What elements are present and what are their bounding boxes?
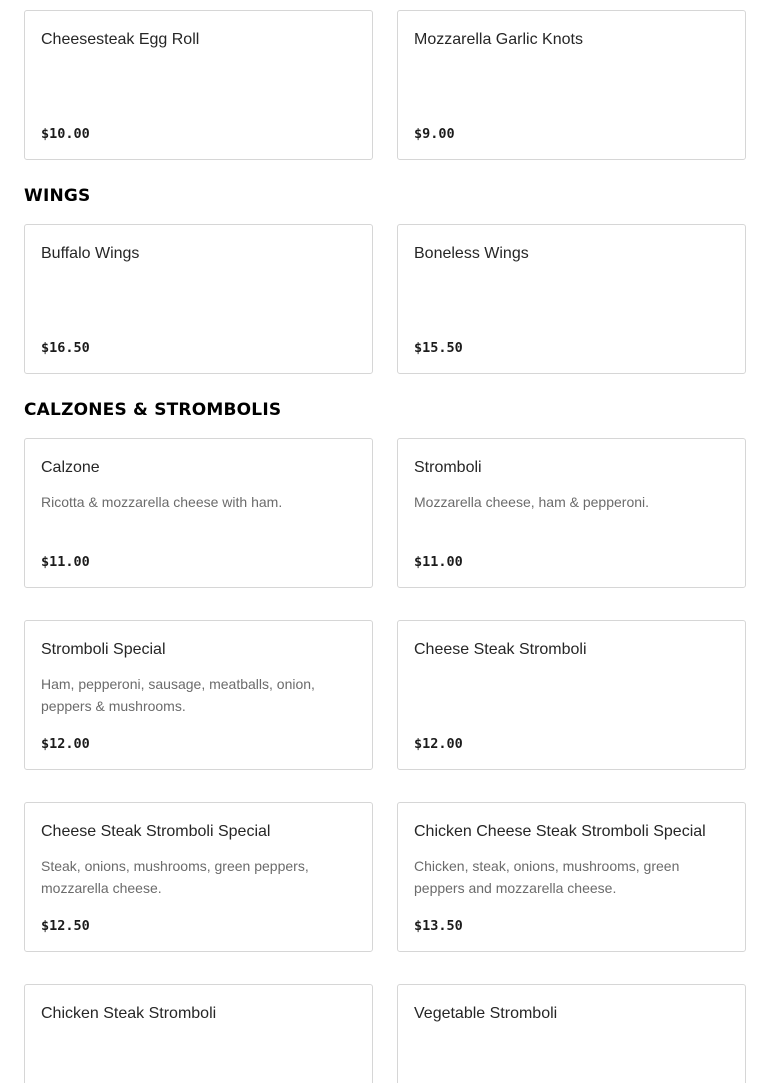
menu-item-card[interactable]	[24, 620, 373, 770]
menu-item-card[interactable]	[24, 802, 373, 952]
menu-item-price: $10.00	[41, 126, 90, 142]
menu-item-price: $11.00	[41, 554, 90, 570]
menu-item-name: Calzone	[41, 459, 100, 476]
menu-item-description: Mozzarella cheese, ham & pepperoni.	[414, 494, 650, 510]
menu-item-description: Chicken, steak, onions, mushrooms, green peppers and mozzarella cheese.	[414, 858, 680, 896]
menu-item-name: Buffalo Wings	[41, 245, 140, 262]
menu-item-card[interactable]	[24, 224, 373, 374]
menu-item-card[interactable]	[397, 224, 746, 374]
menu-item-name: Cheesesteak Egg Roll	[41, 31, 200, 48]
menu-item-card[interactable]	[397, 438, 746, 588]
menu-item-price: $11.00	[414, 554, 463, 570]
menu-item-card[interactable]	[397, 620, 746, 770]
menu-item-name: Chicken Cheese Steak Stromboli Special	[414, 823, 706, 840]
menu-item-card[interactable]	[24, 984, 373, 1083]
menu-item-price: $12.00	[41, 736, 90, 752]
menu-item-name: Boneless Wings	[414, 245, 529, 262]
section-title-calzones-strombolis: CALZONES & STROMBOLIS	[24, 400, 282, 420]
menu-item-name: Stromboli	[414, 459, 482, 476]
menu-item-card[interactable]	[397, 802, 746, 952]
menu-item-name: Vegetable Stromboli	[414, 1005, 558, 1022]
menu-item-card[interactable]	[24, 438, 373, 588]
menu-item-card[interactable]	[397, 10, 746, 160]
menu-item-name: Cheese Steak Stromboli Special	[41, 823, 271, 840]
menu-item-card[interactable]	[397, 984, 746, 1083]
menu-item-price: $9.00	[414, 126, 455, 142]
menu-item-card[interactable]	[24, 10, 373, 160]
menu-item-description: Ham, pepperoni, sausage, meatballs, onion, peppers & mushrooms.	[41, 676, 315, 714]
menu-item-price: $16.50	[41, 340, 90, 356]
menu-item-name: Chicken Steak Stromboli	[41, 1005, 217, 1022]
menu-item-description: Ricotta & mozzarella cheese with ham.	[41, 494, 283, 510]
menu-item-price: $12.00	[414, 736, 463, 752]
menu-item-description: Steak, onions, mushrooms, green peppers, mozzarella cheese.	[41, 858, 309, 896]
section-title-wings: WINGS	[24, 186, 91, 206]
menu-item-name: Mozzarella Garlic Knots	[414, 31, 583, 48]
menu-item-price: $13.50	[414, 918, 463, 934]
menu-item-name: Cheese Steak Stromboli	[414, 641, 587, 658]
menu-item-name: Stromboli Special	[41, 641, 166, 658]
menu-item-price: $15.50	[414, 340, 463, 356]
menu-item-price: $12.50	[41, 918, 90, 934]
